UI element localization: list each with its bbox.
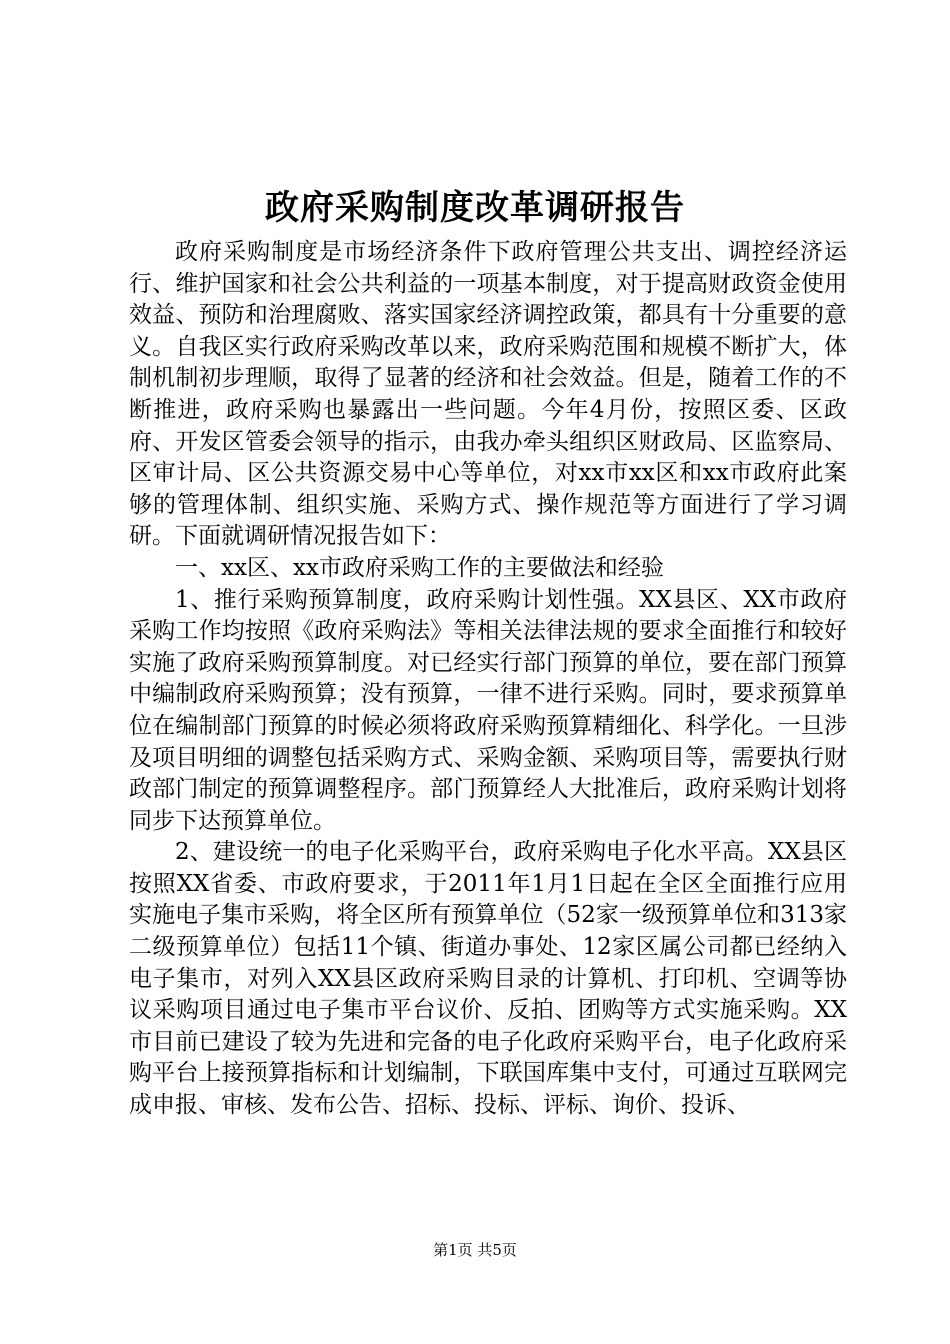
document-body <box>129 237 847 1122</box>
paragraph-item-2: 2、建设统一的电子化采购平台，政府采购电子化水平高。XX县区按照XX省委、市政府要求，于2011年1月1日起在全区全面推行应用实施电子集市采购，将全区所有预算单位（52家一级预算单位和313家二级预算单位）包括11个镇、街道办事处、12家区属公司都已经纳入电子集市，对列入XX县区政府采购目录的计算机、打印机、空调等协议采购项目通过电子集市平台议价、反拍、团购等方式实施采购。XX市目前已建设了较为先进和完备的电子化政府采购平台，电子化政府采购平台上接预算指标和计划编制，下联国库集中支付，可通过互联网完成申报、审核、发布公告、招标、投标、评标、询价、投诉、 <box>129 839 847 1119</box>
section-heading: 一、xx区、xx市政府采购工作的主要做法和经验 <box>175 554 664 581</box>
paragraph-item-1: 1、推行采购预算制度，政府采购计划性强。XX县区、XX市政府采购工作均按照《政府采购法》等相关法律法规的要求全面推行和较好实施了政府采购预算制度。对已经实行部门预算的单位，要在部门预算中编制政府采购预算；没有预算，一律不进行采购。同时，要求预算单位在编制部门预算的时候必须将政府采购预算精细化、科学化。一旦涉及项目明细的调整包括采购方式、采购金额、采购项目等，需要执行财政部门制定的预算调整程序。部门预算经人大批准后，政府采购计划将同步下达预算单位。 <box>129 586 847 834</box>
page-footer: 第1页 共5页 <box>433 1241 517 1259</box>
paragraph-intro: 政府采购制度是市场经济条件下政府管理公共支出、调控经济运行、维护国家和社会公共利益的一项基本制度，对于提高财政资金使用效益、预防和治理腐败、落实国家经济调控政策，都具有十分重要的意义。自我区实行政府采购改革以来，政府采购范围和规模不断扩大，体制机制初步理顺，取得了显著的经济和社会效益。但是，随着工作的不断推进，政府采购也暴露出一些问题。今年4月份，按照区委、区政府、开发区管委会领导的指示，由我办牵头组织区财政局、区监察局、区审计局、区公共资源交易中心等单位，对xx市xx区和xx市政府此案够的管理体制、组织实施、采购方式、操作规范等方面进行了学习调研。下面就调研情况报告如下： <box>129 239 847 550</box>
document-title: 政府采购制度改革调研报告 <box>265 188 685 228</box>
